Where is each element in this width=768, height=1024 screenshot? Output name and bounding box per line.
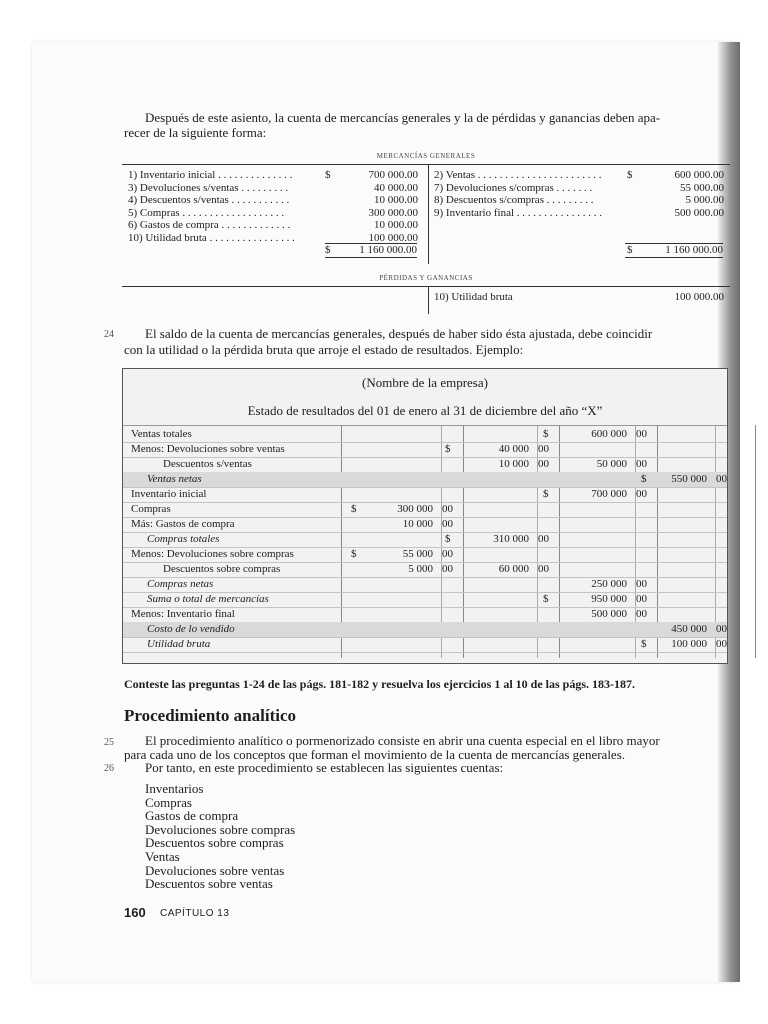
- statement-amount: 5 000: [408, 563, 433, 575]
- statement-row: [123, 502, 727, 517]
- intro-line-1: Después de este asiento, la cuenta de mercancías generales y la de pérdidas y ganancias deben apa-: [145, 110, 661, 125]
- statement-column-rule: [755, 425, 756, 658]
- credit-entry-row: [434, 169, 724, 182]
- statement-row-label: Más: Gastos de compra: [131, 518, 235, 530]
- credit-total-amount: 1 160 000.00: [665, 244, 723, 256]
- debit-entry-label: 6) Gastos de compra . . . . . . . . . . . . .: [128, 219, 291, 231]
- statement-row-label: Inventario inicial: [131, 488, 207, 500]
- statement-row-label: Menos: Inventario final: [131, 608, 235, 620]
- statement-cents: 00: [442, 548, 453, 560]
- statement-dollar: $: [543, 428, 549, 440]
- statement-row: [123, 487, 727, 502]
- statement-row: [123, 637, 727, 652]
- pyg-credit-row: [434, 291, 724, 304]
- statement-amount: 40 000: [498, 443, 529, 455]
- statement-row-rule: [123, 652, 727, 653]
- statement-dollar: $: [445, 533, 451, 545]
- statement-cents: 00: [716, 473, 727, 485]
- statement-row: [123, 607, 727, 622]
- statement-row-label: Costo de lo vendido: [147, 623, 235, 635]
- statement-row-label: Descuentos sobre compras: [163, 563, 281, 575]
- credit-entry-label: 2) Ventas . . . . . . . . . . . . . . . . . . . . . . .: [434, 169, 602, 181]
- intro-line-2: recer de la siguiente forma:: [124, 125, 267, 140]
- statement-cents: 00: [442, 563, 453, 575]
- statement-dollar: $: [445, 443, 451, 455]
- statement-row-label: Compras: [131, 503, 171, 515]
- statement-period: Estado de resultados del 01 de enero al 31 de diciembre del año “X”: [247, 403, 603, 418]
- debit-entry-label: 10) Utilidad bruta . . . . . . . . . . . . . . . .: [128, 231, 295, 244]
- account-list-item: Descuentos sobre compras: [145, 835, 284, 851]
- statement-company: (Nombre de la empresa): [362, 375, 488, 390]
- credit-entry-amount: 500 000.00: [674, 206, 724, 219]
- para24-line-2: con la utilidad o la pérdida bruta que arroje el estado de resultados. Ejemplo:: [124, 342, 524, 357]
- para25-line-1: El procedimiento analítico o pormenorizado consiste en abrir una cuenta especial en el libro mayor: [145, 733, 660, 748]
- statement-row: [123, 532, 727, 547]
- statement-cents: 00: [538, 563, 549, 575]
- account-top-rule: [122, 164, 730, 165]
- debit-entry-row: [128, 219, 418, 232]
- statement-cents: 00: [538, 533, 549, 545]
- account-list-item: Compras: [145, 794, 192, 810]
- credit-entry-row: [434, 194, 724, 207]
- statement-cents: 00: [716, 638, 727, 650]
- line-number-26: 26: [104, 763, 114, 774]
- debit-entry-row: [128, 182, 418, 195]
- statement-row-label: Menos: Devoluciones sobre compras: [131, 548, 294, 560]
- debit-entry-label: 5) Compras . . . . . . . . . . . . . . . . . . .: [128, 206, 285, 219]
- debit-entry-row: [128, 194, 418, 207]
- debit-entry-row: [128, 207, 418, 220]
- statement-amount: 50 000: [596, 458, 627, 470]
- credit-entry-label: 8) Descuentos s/compras . . . . . . . . .: [434, 194, 594, 206]
- debit-entry-amount: 10 000.00: [374, 194, 418, 206]
- account-title-mercancias: MERCANCÍAS GENERALES: [376, 152, 476, 160]
- statement-cents: 00: [636, 608, 647, 620]
- statement-cents: 00: [636, 488, 647, 500]
- account-list-item: Devoluciones sobre compras: [145, 821, 296, 837]
- statement-amount: 100 000: [671, 638, 707, 650]
- statement-row: [123, 592, 727, 607]
- statement-amount: 450 000: [671, 623, 707, 635]
- statement-row: [123, 442, 727, 457]
- debit-entry-label: 1) Inventario inicial . . . . . . . . . . . . . .: [128, 169, 293, 181]
- debit-total-underline: [325, 257, 417, 258]
- statement-cents: 00: [716, 623, 727, 635]
- credit-entry-amount: 55 000.00: [680, 181, 724, 194]
- account-center-rule: [428, 165, 429, 264]
- statement-header-rule: [123, 425, 727, 426]
- para25-line-2: para cada uno de los conceptos que forman el movimiento de la cuenta de mercancías generales.: [124, 747, 626, 762]
- account-list-item: Descuentos sobre ventas: [145, 876, 273, 892]
- pyg-credit-label: 10) Utilidad bruta: [434, 291, 513, 303]
- statement-amount: 10 000: [402, 518, 433, 530]
- statement-dollar: $: [641, 638, 647, 650]
- account-list-item: Ventas: [145, 849, 180, 864]
- debit-total-row: [325, 244, 417, 257]
- line-number-25: 25: [104, 737, 114, 748]
- statement-amount: 310 000: [493, 533, 529, 545]
- statement-row: [123, 457, 727, 472]
- statement-row: [123, 562, 727, 577]
- statement-cents: 00: [636, 578, 647, 590]
- statement-row: [123, 577, 727, 592]
- statement-row-label: Suma o total de mercancías: [147, 593, 269, 605]
- statement-row-label: Compras netas: [147, 578, 214, 590]
- statement-amount: 60 000: [498, 563, 529, 575]
- statement-dollar: $: [351, 548, 357, 560]
- statement-row-label: Utilidad bruta: [147, 638, 211, 650]
- statement-row: [123, 547, 727, 562]
- statement-cents: 00: [538, 443, 549, 455]
- statement-dollar: $: [351, 503, 357, 515]
- statement-cents: 00: [636, 428, 647, 440]
- section-title: Procedimiento analítico: [124, 706, 297, 725]
- credit-entry-dollar: $: [627, 169, 633, 181]
- debit-entry-dollar: $: [325, 169, 331, 181]
- statement-amount: 55 000: [402, 548, 433, 560]
- page-number: 160: [124, 905, 146, 920]
- statement-row-label: Menos: Devoluciones sobre ventas: [131, 443, 285, 455]
- statement-row-label: Descuentos s/ventas: [163, 458, 252, 470]
- debit-entry-row: [128, 169, 418, 182]
- statement-cents: 00: [442, 518, 453, 530]
- para24-line-1: El saldo de la cuenta de mercancías generales, después de haber sido ésta ajustada, debe coincidir: [145, 326, 653, 341]
- credit-entry-amount: 600 000.00: [674, 169, 724, 181]
- para26-line-1: Por tanto, en este procedimiento se establecen las siguientes cuentas:: [145, 760, 504, 775]
- exercise-instruction: Conteste las preguntas 1-24 de las págs. 181-182 y resuelva los ejercicios 1 al 10 de las págs. 183-187.: [124, 677, 635, 691]
- debit-entry-label: 4) Descuentos s/ventas . . . . . . . . . . .: [128, 194, 290, 206]
- debit-entry-amount: 100 000.00: [368, 231, 418, 244]
- credit-total-dollar: $: [627, 244, 633, 256]
- statement-dollar: $: [641, 473, 647, 485]
- account-list-item: Gastos de compra: [145, 808, 239, 824]
- credit-total-underline: [625, 257, 723, 258]
- statement-row: [123, 472, 727, 487]
- pyg-top-rule: [122, 286, 730, 287]
- debit-entry-amount: 700 000.00: [368, 169, 418, 181]
- statement-row-label: Ventas netas: [147, 473, 202, 485]
- pyg-credit-amount: 100 000.00: [674, 291, 724, 303]
- statement-amount: 600 000: [591, 428, 627, 440]
- statement-amount: 500 000: [591, 608, 627, 620]
- debit-entry-amount: 10 000.00: [374, 219, 418, 231]
- credit-total-row: [627, 244, 723, 257]
- statement-row: [123, 517, 727, 532]
- credit-entry-row: [434, 182, 724, 195]
- debit-total-dollar: $: [325, 244, 331, 256]
- account-list-item: Devoluciones sobre ventas: [145, 862, 285, 878]
- credit-entry-label: 7) Devoluciones s/compras . . . . . . .: [434, 181, 593, 194]
- credit-entry-amount: 5 000.00: [685, 194, 724, 206]
- statement-amount: 950 000: [591, 593, 627, 605]
- statement-cents: 00: [636, 458, 647, 470]
- statement-cents: 00: [538, 458, 549, 470]
- debit-entry-amount: 40 000.00: [374, 181, 418, 194]
- chapter-label: CAPÍTULO 13: [160, 908, 230, 919]
- credit-entry-label: 9) Inventario final . . . . . . . . . . . . . . . .: [434, 206, 603, 219]
- debit-total-amount: 1 160 000.00: [359, 244, 417, 256]
- statement-dollar: $: [543, 593, 549, 605]
- debit-entry-amount: 300 000.00: [368, 206, 418, 219]
- line-number-24: 24: [104, 329, 114, 340]
- statement-row: [123, 427, 727, 442]
- statement-row-label: Ventas totales: [131, 428, 192, 440]
- statement-cents: 00: [442, 503, 453, 515]
- credit-entry-row: [434, 207, 724, 220]
- statement-row-label: Compras totales: [147, 533, 220, 545]
- statement-amount: 700 000: [591, 488, 627, 500]
- statement-amount: 10 000: [498, 458, 529, 470]
- statement-amount: 250 000: [591, 578, 627, 590]
- debit-entry-label: 3) Devoluciones s/ventas . . . . . . . . .: [128, 181, 289, 194]
- income-statement: [122, 368, 728, 664]
- pyg-center-rule: [428, 287, 429, 314]
- account-title-pyg: PÉRDIDAS Y GANANCIAS: [379, 274, 473, 282]
- statement-amount: 550 000: [671, 473, 707, 485]
- statement-row: [123, 622, 727, 637]
- account-list-item: Inventarios: [145, 781, 204, 796]
- statement-amount: 300 000: [397, 503, 433, 515]
- statement-dollar: $: [543, 488, 549, 500]
- statement-cents: 00: [636, 593, 647, 605]
